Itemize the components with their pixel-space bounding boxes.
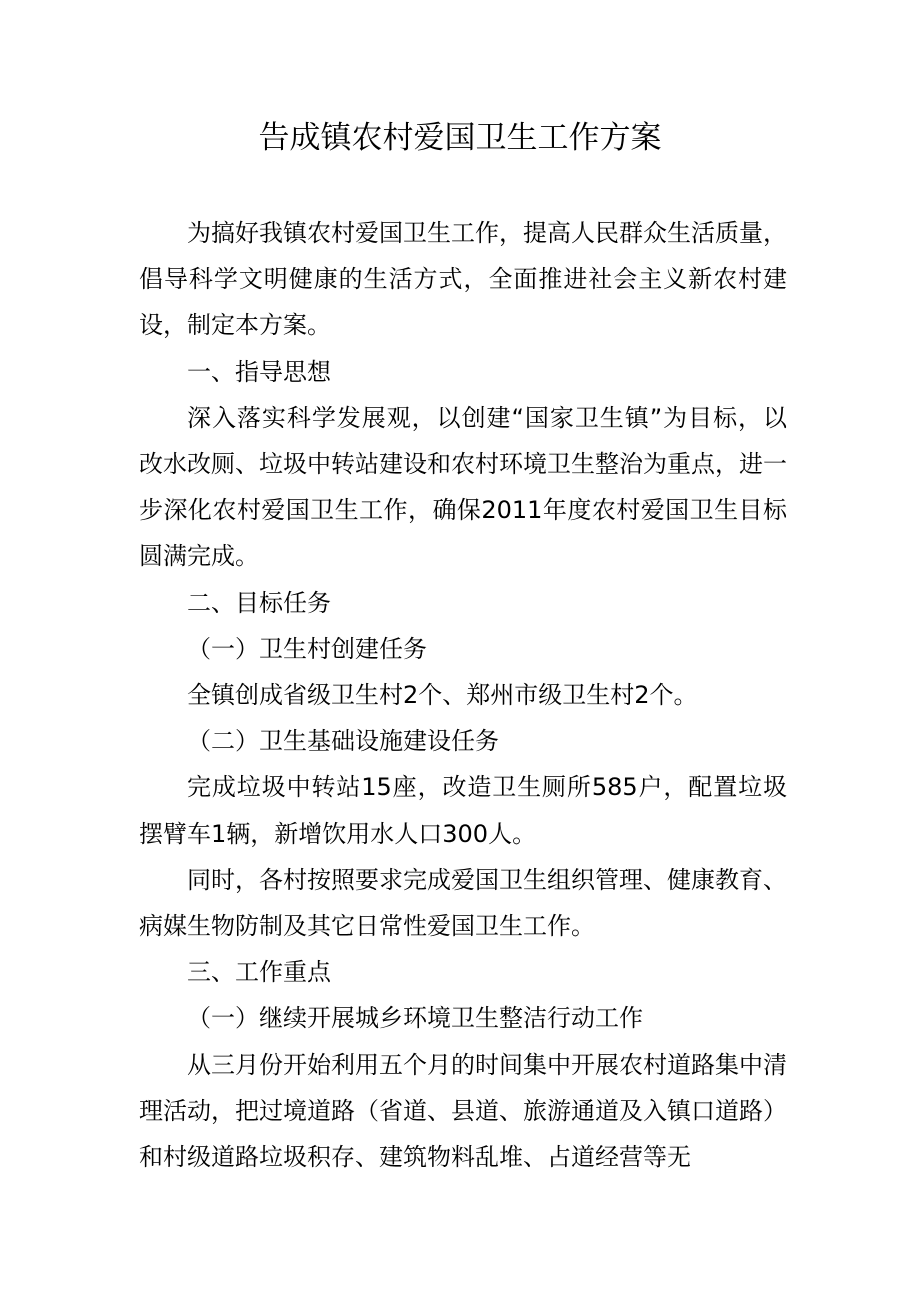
daily-work-paragraph: 同时，各村按照要求完成爱国卫生组织管理、健康教育、病媒生物防制及其它日常性爱国卫生工作。: [139, 865, 787, 941]
guiding-ideology-paragraph: 深入落实科学发展观，以创建“国家卫生镇”为目标，以改水改厕、垃圾中转站建设和农村环境卫生整治为重点，进一步深化农村爱国卫生工作，确保2011年度农村爱国卫生目标圆满完成。: [139, 403, 787, 571]
section-heading-guiding-ideology: 一、指导思想: [187, 357, 331, 386]
cleanliness-action-paragraph: 从三月份开始利用五个月的时间集中开展农村道路集中清理活动，把过境道路（省道、县道、旅游通道及入镇口道路）和村级道路垃圾积存、建筑物料乱堆、占道经营等无: [139, 1050, 787, 1172]
subheading-sanitary-village: （一）卫生村创建任务: [187, 634, 427, 663]
sanitary-village-paragraph: 全镇创成省级卫生村2个、郑州市级卫生村2个。: [187, 681, 698, 710]
section-heading-key-work: 三、工作重点: [187, 958, 331, 987]
section-heading-goals: 二、目标任务: [187, 588, 331, 617]
document-title: 告成镇农村爱国卫生工作方案: [258, 120, 662, 156]
infrastructure-paragraph: 完成垃圾中转站15座，改造卫生厕所585户，配置垃圾摆臂车1辆，新增饮用水人口300人。: [139, 773, 787, 848]
subheading-cleanliness-action: （一）继续开展城乡环境卫生整洁行动工作: [187, 1004, 643, 1033]
subheading-infrastructure: （二）卫生基础设施建设任务: [187, 727, 499, 756]
intro-paragraph: 为搞好我镇农村爱国卫生工作，提高人民群众生活质量，倡导科学文明健康的生活方式，全面推进社会主义新农村建设，制定本方案。: [139, 219, 787, 340]
document-body: [139, 210, 787, 1180]
